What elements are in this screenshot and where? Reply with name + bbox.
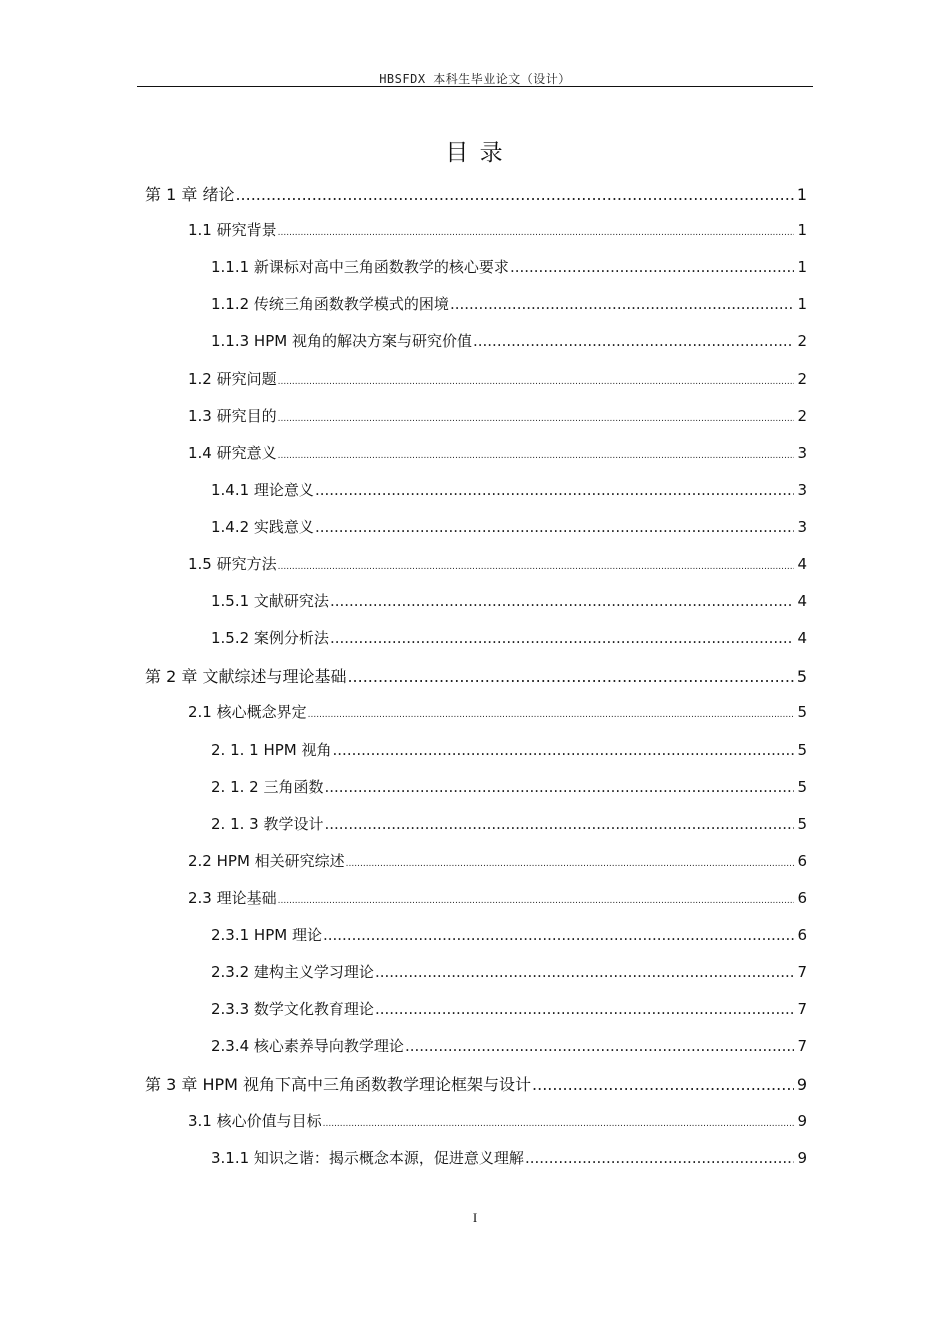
toc-entry-page: 7 — [797, 1000, 807, 1019]
toc-entry-label: 2.3.1 HPM 理论 — [211, 926, 322, 944]
toc-entry[interactable] — [145, 664, 807, 688]
toc-entry-label: 3.1 核心价值与目标 — [188, 1111, 322, 1130]
dot-leader — [278, 377, 795, 387]
toc-entry[interactable] — [145, 182, 807, 206]
toc-entry-page: 4 — [797, 592, 807, 611]
toc-entry[interactable] — [211, 479, 807, 503]
dot-leader — [450, 295, 795, 313]
dot-leader — [375, 1000, 795, 1018]
toc-entry-label: 2.3 理论基础 — [188, 888, 277, 907]
dot-leader — [278, 228, 795, 238]
toc-entry-page: 5 — [797, 740, 807, 759]
toc-entry[interactable] — [211, 776, 807, 800]
dot-leader — [324, 815, 794, 833]
toc-entry[interactable] — [188, 701, 807, 725]
toc-entry-label: 第 3 章 HPM 视角下高中三角函数教学理论框架与设计 — [145, 1075, 532, 1095]
toc-entry-label: 1.2 研究问题 — [188, 369, 277, 388]
toc-entry[interactable] — [211, 627, 807, 651]
toc-title: 目 录 — [445, 140, 505, 166]
toc-entry[interactable] — [188, 368, 807, 392]
toc-entry-page: 5 — [797, 777, 807, 796]
toc-entry[interactable] — [211, 1035, 807, 1059]
dot-leader — [323, 1119, 795, 1129]
dot-leader — [375, 963, 795, 981]
toc-entry[interactable] — [188, 442, 807, 466]
dot-leader — [323, 926, 794, 944]
toc-entry-label: 2.1 核心概念界定 — [188, 703, 307, 722]
toc-entry-label: 第 1 章 绪论 — [145, 185, 235, 204]
toc-entry-page: 1 — [797, 258, 807, 277]
page-number: I — [472, 1210, 478, 1225]
dot-leader — [473, 332, 794, 350]
toc-entry[interactable] — [211, 590, 807, 614]
toc-entry-page: 2 — [797, 369, 807, 388]
dot-leader — [405, 1037, 795, 1055]
toc-entry[interactable] — [211, 739, 807, 763]
dot-leader — [315, 481, 795, 499]
toc-entry-label: 2. 1. 3 教学设计 — [211, 814, 324, 833]
dot-leader — [330, 629, 795, 647]
toc-entry-page: 3 — [797, 517, 807, 536]
toc-entry[interactable] — [188, 405, 807, 429]
toc-entry-page: 6 — [797, 888, 807, 907]
dot-leader — [333, 741, 795, 759]
dot-leader — [278, 896, 795, 906]
dot-leader — [532, 1075, 794, 1094]
toc-entry-label: 2. 1. 1 HPM 视角 — [211, 740, 332, 759]
toc-entry-page: 2 — [797, 406, 807, 425]
dot-leader — [315, 518, 795, 536]
dot-leader — [308, 710, 795, 720]
toc-entry[interactable] — [188, 850, 807, 874]
toc-entry-page: 3 — [797, 443, 807, 462]
dot-leader — [347, 667, 793, 686]
toc-entry-page: 6 — [797, 851, 807, 870]
toc-entry-page: 1 — [797, 221, 807, 240]
toc-entry-page: 7 — [797, 963, 807, 982]
toc-entry[interactable] — [211, 256, 807, 280]
toc-entry[interactable] — [211, 813, 807, 837]
toc-entry-label: 1.5.1 文献研究法 — [211, 592, 329, 611]
toc-entry[interactable] — [188, 887, 807, 911]
toc-entry-label: 2.3.3 数学文化教育理论 — [211, 1000, 374, 1019]
toc-entry[interactable] — [211, 1147, 807, 1171]
toc-entry-label: 2. 1. 2 三角函数 — [211, 777, 324, 796]
toc-entry-label: 1.1 研究背景 — [188, 221, 277, 240]
toc-entry-page: 5 — [796, 667, 807, 687]
dot-leader — [278, 414, 795, 424]
toc-entry-label: 1.4 研究意义 — [188, 443, 277, 462]
toc-entry-label: 2.3.4 核心素养导向教学理论 — [211, 1037, 404, 1056]
toc-entry-page: 5 — [797, 703, 807, 722]
running-header: HBSFDX 本科生毕业论文（设计） — [379, 72, 571, 86]
dot-leader — [235, 185, 793, 204]
toc-entry[interactable] — [188, 1110, 807, 1134]
toc-entry[interactable] — [211, 293, 807, 317]
toc-entry-page: 5 — [797, 814, 807, 833]
toc-entry-page: 7 — [797, 1037, 807, 1056]
toc-entry-label: 3.1.1 知识之谐：揭示概念本源，促进意义理解 — [211, 1148, 524, 1167]
toc-entry-label: 1.4.2 实践意义 — [211, 517, 314, 536]
toc-entry-label: 1.1.2 传统三角函数教学模式的困境 — [211, 295, 449, 314]
toc-entry-page: 6 — [797, 926, 807, 944]
toc-entry-page: 9 — [796, 1075, 807, 1095]
toc-entry[interactable] — [145, 1072, 807, 1096]
dot-leader — [278, 562, 795, 572]
dot-leader — [510, 258, 795, 276]
toc-entry-label: 1.5.2 案例分析法 — [211, 629, 329, 648]
toc-entry[interactable] — [188, 553, 807, 577]
toc-entry-label: 1.5 研究方法 — [188, 555, 277, 573]
toc-entry-label: 1.1.3 HPM 视角的解决方案与研究价值 — [211, 332, 472, 351]
header-rule — [137, 86, 813, 87]
toc-entry[interactable] — [211, 330, 807, 354]
toc-entry-label: 第 2 章 文献综述与理论基础 — [145, 667, 347, 687]
dot-leader — [525, 1149, 795, 1167]
toc-entry-label: 1.1.1 新课标对高中三角函数教学的核心要求 — [211, 258, 509, 277]
toc-entry-label: 1.4.1 理论意义 — [211, 480, 314, 499]
toc-entry-page: 3 — [797, 480, 807, 499]
toc-entry-page: 1 — [796, 185, 807, 204]
toc-entry-page: 4 — [797, 555, 807, 573]
toc-entry[interactable] — [211, 516, 807, 540]
toc-entry-page: 9 — [797, 1148, 807, 1167]
toc-entry-page: 1 — [797, 295, 807, 314]
toc-entry-label: 1.3 研究目的 — [188, 406, 277, 425]
toc-entry-label: 2.3.2 建构主义学习理论 — [211, 963, 374, 982]
dot-leader — [346, 859, 795, 869]
toc-entry[interactable] — [211, 924, 807, 948]
toc-entry-page: 2 — [797, 332, 807, 351]
toc-entry-page: 9 — [797, 1111, 807, 1130]
toc-entry[interactable] — [211, 998, 807, 1022]
toc-entry-label: 2.2 HPM 相关研究综述 — [188, 851, 345, 870]
dot-leader — [324, 778, 794, 796]
toc-entry[interactable] — [188, 219, 807, 243]
dot-leader — [330, 592, 795, 610]
toc-entry[interactable] — [211, 961, 807, 985]
toc-entry-page: 4 — [797, 629, 807, 648]
dot-leader — [278, 451, 795, 461]
